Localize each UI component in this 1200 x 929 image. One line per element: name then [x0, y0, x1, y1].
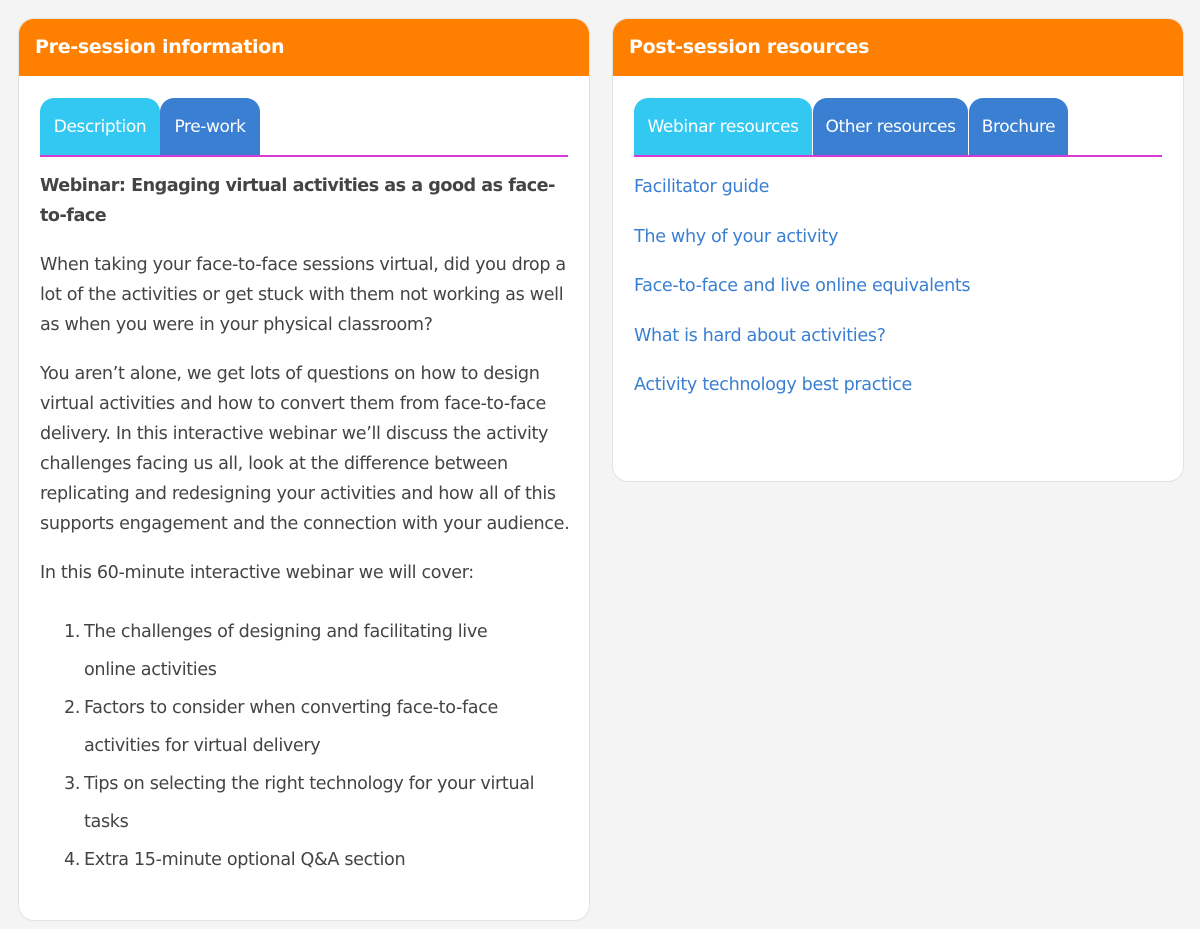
tab-pre-work[interactable]: Pre-work — [160, 98, 260, 155]
list-item — [64, 765, 580, 841]
paragraph: In this 60-minute interactive webinar we will cover: — [40, 563, 474, 583]
pre-session-header: Pre-session information — [19, 19, 589, 76]
link-facilitator-guide[interactable]: Facilitator guide — [634, 177, 770, 197]
list-number: 3. — [64, 774, 81, 794]
list-item — [64, 689, 580, 765]
post-session-header: Post-session resources — [613, 19, 1183, 76]
pre-session-tabbar — [40, 98, 568, 157]
list-number: 4. — [64, 850, 81, 870]
tab-other-resources[interactable]: Other resources — [813, 98, 968, 155]
link-why-of-activity[interactable]: The why of your activity — [634, 226, 839, 247]
link-hard-about-activities[interactable]: What is hard about activities? — [634, 325, 886, 346]
post-session-tabbar — [634, 98, 1162, 157]
paragraph: You aren’t alone, we get lots of questions on how to design virtual activities and how to convert them from face-to-face delivery. In this interactive webinar we’ll discuss the activity challenges facing us all, look at the difference between replicating and redesigning your activities and how all of this supports engagement and the connection with your audience. — [40, 364, 570, 534]
list-number: 1. — [64, 622, 81, 642]
tab-description[interactable]: Description — [40, 98, 160, 155]
list-number: 2. — [64, 698, 81, 718]
post-session-panel — [612, 18, 1184, 482]
list-text: Tips on selecting the right technology for your virtual tasks — [84, 774, 535, 832]
description-content — [40, 171, 580, 879]
tab-brochure[interactable]: Brochure — [969, 98, 1068, 155]
link-face-to-face-equivalents[interactable]: Face-to-face and live online equivalents — [634, 276, 971, 297]
link-technology-best-practice[interactable]: Activity technology best practice — [634, 375, 912, 396]
pre-session-panel — [18, 18, 590, 921]
paragraph: When taking your face-to-face sessions virtual, did you drop a lot of the activities or get stuck with them not working as well as when you were in your physical classroom? — [40, 255, 566, 335]
topics-list — [40, 613, 580, 879]
list-item — [64, 613, 580, 689]
resource-links — [634, 172, 970, 420]
list-text: Factors to consider when converting face-to-face activities for virtual delivery — [84, 698, 499, 756]
list-text: Extra 15-minute optional Q&A section — [84, 850, 406, 870]
list-item — [64, 841, 580, 879]
tab-webinar-resources[interactable]: Webinar resources — [634, 98, 812, 155]
webinar-title: Webinar: Engaging virtual activities as a good as face-to-face — [40, 176, 555, 226]
list-text: The challenges of designing and facilitating live online activities — [84, 622, 488, 680]
